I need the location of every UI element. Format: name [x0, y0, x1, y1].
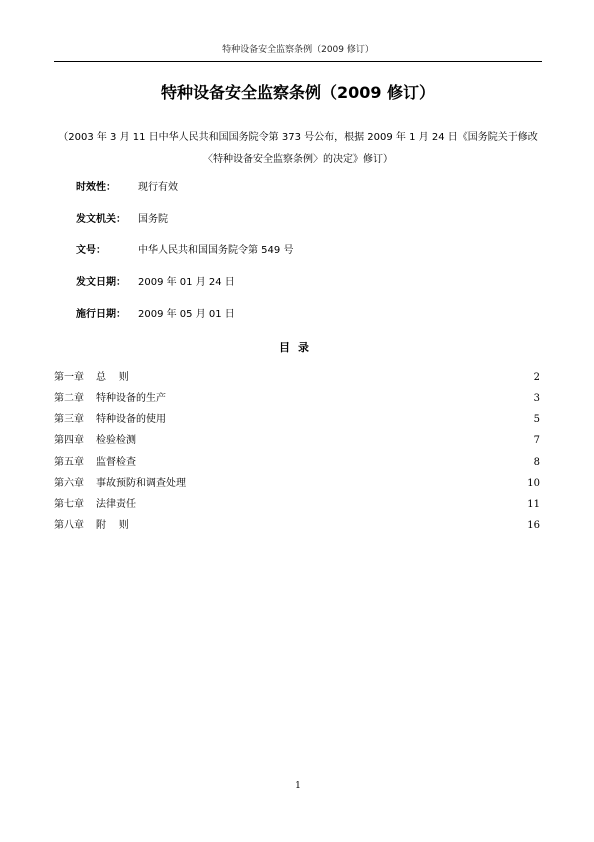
page-number: 1	[295, 781, 301, 791]
toc-title: 监督检查	[96, 457, 136, 468]
meta-label: 时效性：	[76, 182, 116, 193]
toc-title: 附 则	[96, 520, 129, 531]
document-title: 特种设备安全监察条例（2009 修订）	[160, 83, 436, 102]
header-rule	[54, 61, 542, 62]
toc-entry[interactable]	[54, 476, 542, 492]
document-subtitle	[54, 127, 542, 171]
toc-title: 检验检测	[96, 435, 136, 446]
toc-entry[interactable]	[54, 433, 542, 449]
meta-row-validity	[76, 180, 496, 196]
meta-label: 发文日期：	[76, 277, 126, 288]
toc-chapter: 第五章	[54, 457, 84, 468]
toc-title: 特种设备的生产	[96, 393, 166, 404]
toc-title: 事故预防和调查处理	[96, 478, 186, 489]
meta-label: 文号：	[76, 245, 106, 256]
toc-page-number: 3	[533, 393, 540, 404]
toc-page-number: 2	[533, 372, 540, 383]
toc-chapter: 第一章	[54, 372, 84, 383]
meta-value: 2009 年 01 月 24 日	[138, 277, 235, 288]
meta-label: 施行日期：	[76, 309, 126, 320]
toc-entry[interactable]	[54, 497, 542, 513]
toc-page-number: 11	[527, 499, 540, 510]
toc-title: 总 则	[96, 372, 129, 383]
meta-row-effective-date	[76, 307, 496, 323]
toc-title: 特种设备的使用	[96, 414, 166, 425]
meta-row-issue-date	[76, 275, 496, 291]
toc-entry[interactable]	[54, 370, 542, 386]
toc-page-number: 16	[527, 520, 540, 531]
meta-label: 发文机关：	[76, 214, 126, 225]
toc-chapter: 第六章	[54, 478, 84, 489]
toc-entry[interactable]	[54, 518, 542, 534]
subtitle-line-1: （2003 年 3 月 11 日中华人民共和国国务院令第 373 号公布，根据 2009 年 1 月 24 日《国务院关于修改	[58, 132, 538, 143]
subtitle-line-2: 〈特种设备安全监察条例〉的决定》修订）	[203, 154, 393, 165]
meta-value: 现行有效	[138, 182, 178, 193]
meta-row-doc-number	[76, 243, 496, 259]
toc-chapter: 第三章	[54, 414, 84, 425]
toc-entry[interactable]	[54, 412, 542, 428]
toc-page-number: 5	[533, 414, 540, 425]
toc-chapter: 第二章	[54, 393, 84, 404]
toc-chapter: 第四章	[54, 435, 84, 446]
meta-value: 国务院	[138, 214, 168, 225]
toc-title: 法律责任	[96, 499, 136, 510]
toc-heading: 目录	[279, 341, 317, 354]
toc-entry[interactable]	[54, 455, 542, 471]
meta-value: 2009 年 05 月 01 日	[138, 309, 235, 320]
toc-entry[interactable]	[54, 391, 542, 407]
running-header: 特种设备安全监察条例（2009 修订）	[222, 45, 374, 55]
toc-page-number: 8	[533, 457, 540, 468]
toc-chapter: 第七章	[54, 499, 84, 510]
meta-value: 中华人民共和国国务院令第 549 号	[138, 245, 294, 256]
meta-row-issuer	[76, 212, 496, 228]
toc-page-number: 7	[533, 435, 540, 446]
toc-chapter: 第八章	[54, 520, 84, 531]
toc-page-number: 10	[527, 478, 540, 489]
